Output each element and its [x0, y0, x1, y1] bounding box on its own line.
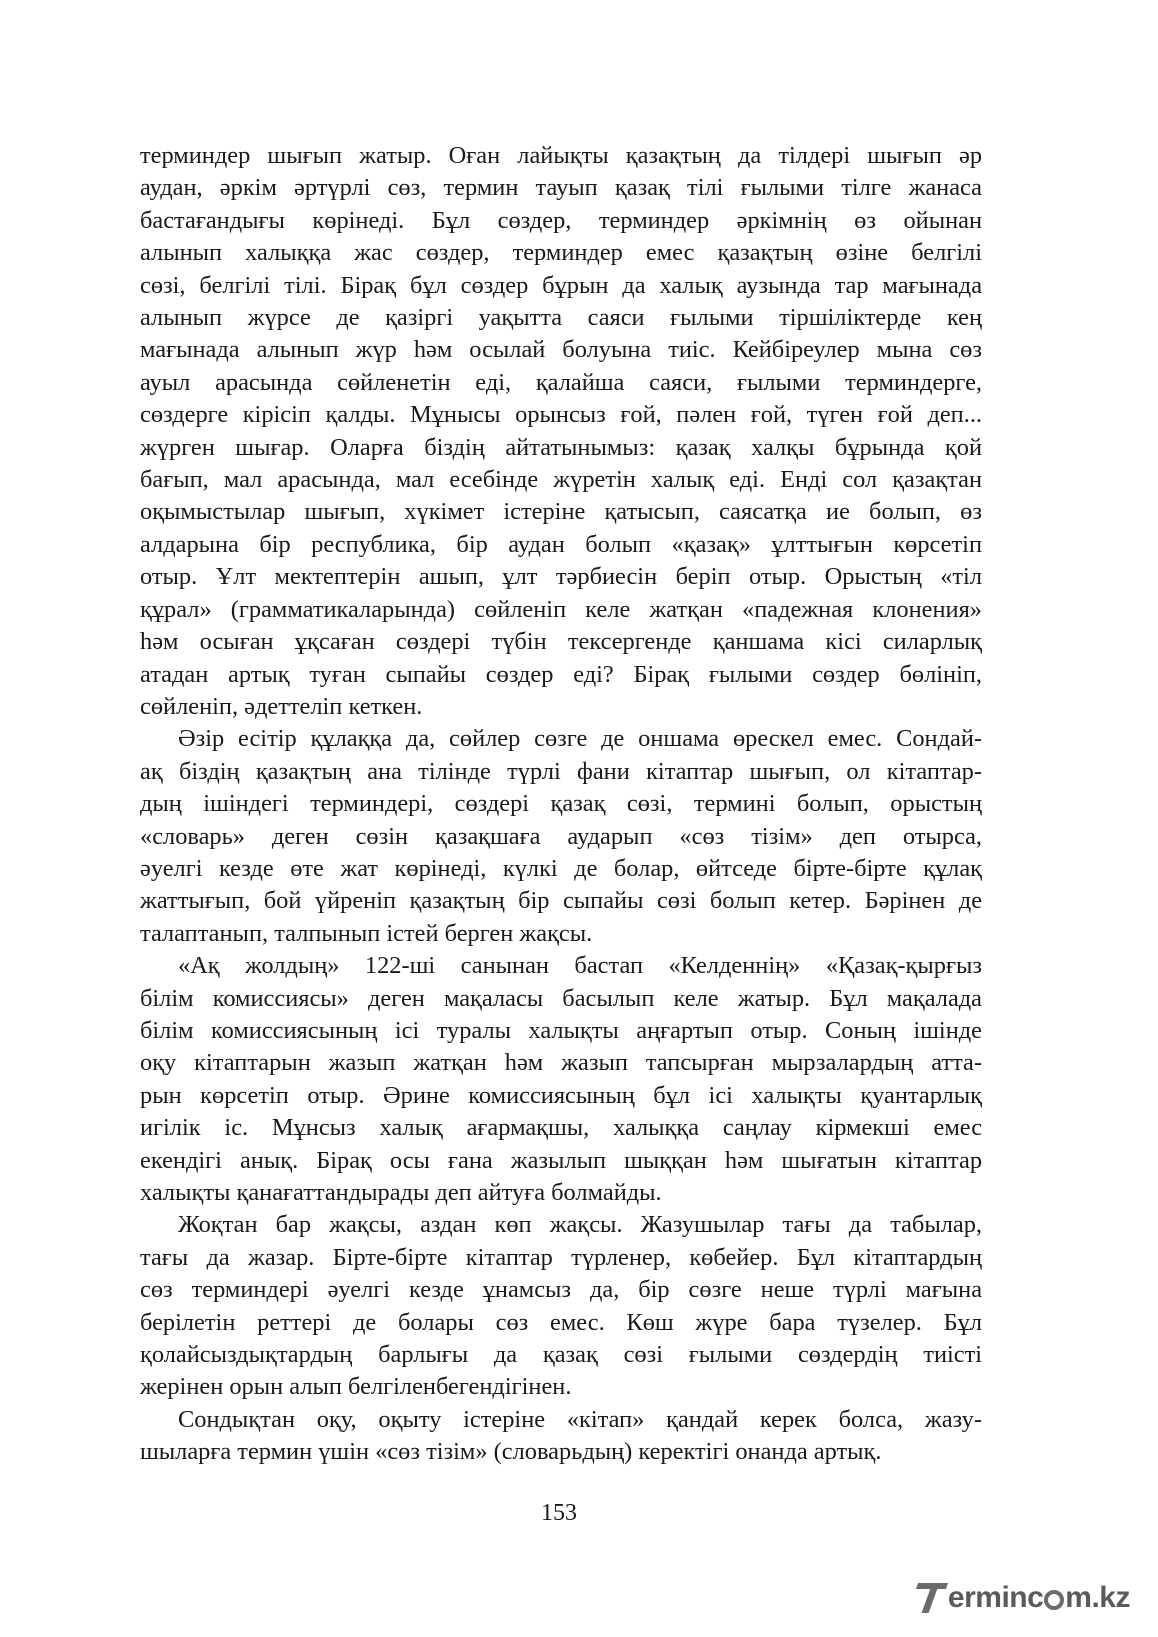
text-line: бастағандығы көрінеді. Бұл сөздер, терминдер әркімнің өз ойынан — [140, 206, 983, 234]
paragraph — [140, 1404, 982, 1469]
text-line: алынып жүрсе де қазіргі уақытта саяси ғылыми тіршіліктерде кең — [140, 304, 982, 332]
paragraph — [140, 950, 982, 1209]
watermark-text-part2: m.kz — [1065, 1581, 1130, 1614]
text-line: аудан, әркім әртүрлі сөз, термин тауып қазақ тілі ғылыми тілге жанаса — [140, 174, 982, 202]
page-number: 153 — [541, 1500, 577, 1526]
t-logo-icon — [917, 1581, 947, 1615]
o-ring-icon — [1044, 1590, 1064, 1610]
paragraph — [140, 1209, 982, 1403]
text-line: терминдер шығып жатыр. Оған лайықты қазақтың да тілдері шығып әр — [140, 142, 983, 169]
text-line: әуелгі кезде өте жат көрінеді, күлкі де болар, өйтседе бірте-бірте құлақ — [140, 854, 983, 882]
text-line: халықты қанағаттандырады деп айтуға болмайды. — [140, 1179, 662, 1206]
text-line: һәм осыған ұқсаған сөздері түбін тексергенде қаншама кісі силарлық — [140, 628, 982, 656]
text-line: игілік іс. Мұнсыз халық ағармақшы, халыққа саңлау кірмекші емес — [140, 1114, 983, 1142]
text-line: білім комиссиясының ісі туралы халықты аңғартып отыр. Соның ішінде — [140, 1016, 982, 1044]
text-line: қолайсыздықтардың барлығы да қазақ сөзі ғылыми сөздердің тиісті — [140, 1341, 983, 1369]
text-line: шыларға термин үшін «сөз тізім» (словарьдың) керектігі онанда артық. — [140, 1438, 882, 1466]
text-line: Әзір есітір құлаққа да, сөйлер сөзге де оншама өрескел емес. Сондай- — [178, 725, 983, 753]
paragraph — [140, 140, 982, 723]
text-line: дың ішіндегі терминдері, сөздері қазақ сөзі, термині болып, орыстың — [140, 790, 983, 818]
text-line: оқу кітаптарын жазып жатқан һәм жазып тапсырған мырзалардың атта- — [140, 1049, 982, 1077]
text-line: бағып, мал арасында, мал есебінде жүретін халық еді. Енді сол қазақтан — [140, 466, 983, 494]
text-line: рын көрсетіп отыр. Әрине комиссиясының бұл ісі халықты қуантарлық — [140, 1081, 982, 1109]
text-line: жерінен орын алып белгіленбегендігінен. — [140, 1373, 572, 1401]
text-line: оқымыстылар шығып, хүкімет істеріне қатысып, саясатқа ие болып, өз — [140, 498, 982, 526]
text-line: талаптанып, талпынып істей берген жақсы. — [140, 919, 593, 947]
text-line: отыр. Ұлт мектептерін ашып, ұлт тәрбиесін беріп отыр. Орыстың «тіл — [140, 563, 982, 591]
text-line: жүрген шығар. Оларға біздің айтатынымыз: қазақ халқы бұрында қой — [140, 433, 982, 461]
text-line: сөз терминдері әуелгі кезде ұнамсыз да, бір сөзге неше түрлі мағына — [140, 1276, 983, 1304]
watermark-text-part1: erminc — [947, 1581, 1044, 1614]
text-line: білім комиссиясы» деген мақаласы басылып келе жатыр. Бұл мақалада — [140, 984, 983, 1012]
text-line: сөздерге кірісіп қалды. Мұнысы орынсыз ғой, пәлен ғой, түген ғой деп... — [140, 401, 983, 429]
text-line: алдарына бір республика, бір аудан болып «қазақ» ұлттығын көрсетіп — [140, 530, 982, 558]
text-line: жаттығып, бой үйреніп қазақтың бір сыпайы сөзі болып кетер. Бәрінен де — [140, 887, 983, 915]
text-line: атадан артық туған сыпайы сөздер еді? Бірақ ғылыми сөздер бөлініп, — [140, 660, 982, 688]
paragraph — [140, 723, 982, 950]
text-line: берілетін реттері де болары сөз емес. Көш жүре бара түзелер. Бұл — [140, 1308, 983, 1336]
text-line: мағынада алынып жүр һәм осылай болуына тиіс. Кейбіреулер мына сөз — [140, 336, 982, 364]
text-line: сөзі, белгілі тілі. Бірақ бұл сөздер бұрын да халық аузында тар мағынада — [140, 271, 983, 299]
text-line: ақ біздің қазақтың ана тілінде түрлі фани кітаптар шығып, ол кітаптар- — [140, 757, 982, 785]
text-line: сөйленіп, әдеттеліп кеткен. — [140, 692, 423, 720]
page-body — [140, 140, 982, 1469]
text-line: «словарь» деген сөзін қазақшаға аударып «сөз тізім» деп отырса, — [140, 822, 983, 850]
text-line: алынып халыққа жас сөздер, терминдер емес қазақтың өзіне белгілі — [140, 239, 982, 267]
termincom-watermark — [917, 1578, 1130, 1618]
text-line: «Ақ жолдың» 122-ші санынан бастап «Келденнің» «Қазақ-қырғыз — [178, 952, 982, 980]
text-line: тағы да жазар. Бірте-бірте кітаптар түрленер, көбейер. Бұл кітаптардың — [140, 1243, 983, 1271]
text-line: екендігі анық. Бірақ осы ғана жазылып шыққан һәм шығатын кітаптар — [140, 1146, 983, 1174]
text-line: ауыл арасында сөйленетін еді, қалайша саяси, ғылыми терминдерге, — [140, 368, 983, 396]
text-line: Сондықтан оқу, оқыту істеріне «кітап» қандай керек болса, жазу- — [178, 1405, 982, 1433]
text-line: құрал» (грамматикаларында) сөйленіп келе жатқан «падежная клонения» — [140, 595, 983, 623]
text-line: Жоқтан бар жақсы, аздан көп жақсы. Жазушылар тағы да табылар, — [178, 1211, 983, 1239]
